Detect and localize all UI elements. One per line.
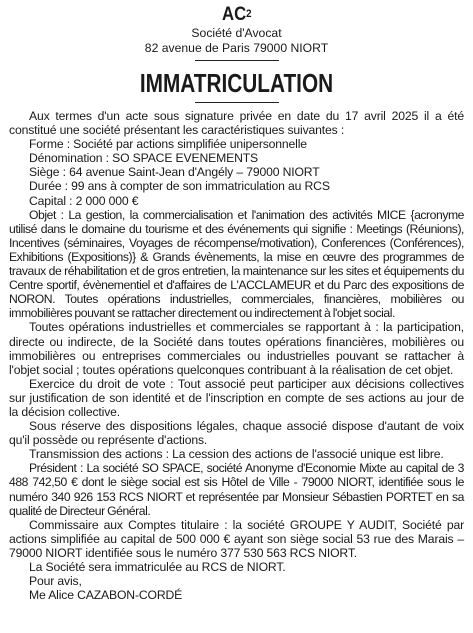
registration-line: La Société sera immatriculée au RCS de NIORT. [29,560,286,574]
president-paragraph: Président : La société SO SPACE, société Anonyme d'Economie Mixte au capital de 3 488 742,50 € dont le siège social est sis Hôtel de Ville - 79000 NIORT, identifiée sous le numéro 340 926 153 RCS NIORT et représentée par Monsieur Sébastien PORTET en sa qualité de Directeur Général. [9,461,464,518]
header-divider [195,60,279,61]
firm-header [9,4,464,61]
firm-logo [222,4,252,26]
notice-title: IMMATRICULATION [139,68,334,98]
capital-line: Capital : 2 000 000 € [29,193,139,208]
intro-paragraph: Aux termes d'un acte sous signature privée en date du 17 avril 2025 il a été constitué une société présentant les caractéristiques suivantes : [9,109,464,138]
seat-line: Siège : 64 avenue Saint-Jean d'Angély – 79000 NIORT [29,165,320,180]
votes-paragraph: Sous réserve des dispositions légales, chaque associé dispose d'autant de voix qu'il possède ou représente d'actions. [9,419,464,448]
duration-line: Durée : 99 ans à compter de son immatriculation au RCS [29,179,330,194]
denomination-line: Dénomination : SO SPACE EVENEMENTS [29,151,259,166]
voting-rights-paragraph: Exercice du droit de vote : Tout associé peut participer aux décisions collectives sur justification de son identité et de l'inscription en compte de ses actions au jour de la décision collective. [9,376,464,419]
share-transfer-line: Transmission des actions : La cession des actions de l'associé unique est libre. [29,447,444,462]
signatory-line: Me Alice CAZABON-CORDÉ [29,588,183,603]
firm-logo-text: AC [221,4,246,25]
firm-logo-superscript: 2 [245,8,252,20]
form-line: Forme : Société par actions simplifiée unipersonnelle [29,137,307,152]
purpose-paragraph: Objet : La gestion, la commercialisation et l'animation des activités MICE {acronyme utilisé dans le domaine du tourisme et des événements qui signifie : Meetings (Réunions), Incentives (séminaires, Voyages de récompense/motivation), Conferences (Conférences), Exhibitions (Expositions)} & Grands évènements, la mise en œuvre des programmes de travaux de réhabilitation et de gros entretien, la maintenance sur les sites et équipements du Centre sportif, évènementiel et d'affaires de L'ACCLAMEUR et du Parc des expositions de NORON. Toutes opérations industrielles, commerciales, financières, mobilières ou immobilières pouvant se rattacher directement ou indirectement à l'objet social. [9,207,464,321]
for-notice-line: Pour avis, [29,574,82,589]
firm-name: Société d'Avocat [191,26,282,40]
operations-paragraph: Toutes opérations industrielles et commerciales se rapportant à : la participation, directe ou indirecte, de la Société dans toutes opérations financières, mobilières ou immobilières ou entreprises commerciales ou industrielles pouvant se rattacher à l'objet social ; toutes opérations quelconques contribuant à la réalisation de cet objet. [9,320,464,377]
auditor-paragraph: Commissaire aux Comptes titulaire : la société GROUPE Y AUDIT, Société par actions simplifiée au capital de 500 000 € ayant son siège social 53 rue des Marais – 79000 NIORT identifiée sous le numéro 377 530 563 RCS NIORT. [9,517,464,560]
notice-body [9,109,464,602]
title-divider [195,102,279,103]
firm-address: 82 avenue de Paris 79000 NIORT [144,41,329,55]
